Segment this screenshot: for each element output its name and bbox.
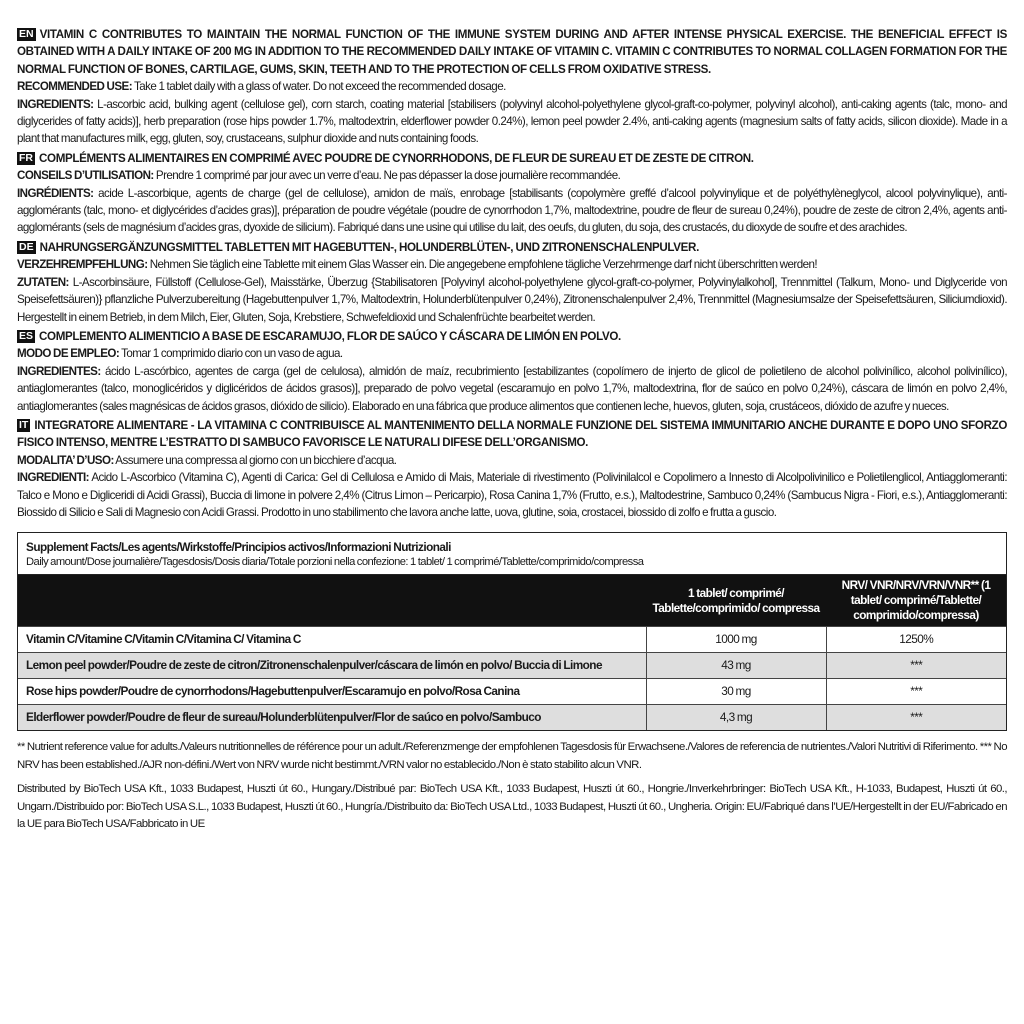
usage-paragraph — [17, 452, 1007, 469]
nrv-footnote: ** Nutrient reference value for adults./Valeurs nutritionnelles de référence pour un adult./Referenzmenge der empfohlenen Tagesdosis für Erwachsene./Valores de referencia de nutrientes./Valori Nutritivi di Riferimento. *** No NRV has been established./AJR non-défini./Wert von NRV wurde nicht bestimmt./VRN valor no establecido./Non è stato stabilito alcun VNR. — [17, 741, 1007, 771]
nutrient-amount: 1000 mg — [646, 627, 826, 653]
usage-text: Take 1 tablet daily with a glass of water. Do not exceed the recommended dosage. — [132, 80, 506, 94]
ingredients-text: Acido L-Ascorbico (Vitamina C), Agenti di Carica: Gel di Cellulosa e Amido di Mais, Materiale di rivestimento (Polivinilalcol e Copolimero a Innesto di Alcolpolivinilico e Polietilenglicol, Antiagglomeranti: Talco e Mono e Digliceridi di Acidi Grassi), Buccia di limone in polvere 2,4% (Citrus Limon – Pericarpio), Rosa Canina 1,7% (Frutto, e.s.), Maltodestrine, Sambuco 0,24% (Sambucus Nigra - Fiori, e.s.), Antiagglomeranti: Biossido di Silicio e Sali di Magnesio con Acidi Grassi. Prodotto in uno stabilimento che lavora anche latte, uova, glutine, soia, crostacei, biossido di zolfo e frutta a guscio. — [17, 471, 1007, 519]
ingredients-paragraph — [17, 469, 1007, 521]
facts-header-amount: 1 tablet/ comprimé/ Tablette/comprimido/ compressa — [646, 575, 826, 627]
usage-text: Assumere una compressa al giorno con un bicchiere d’acqua. — [113, 453, 397, 467]
usage-text: Tomar 1 comprimido diario con un vaso de agua. — [119, 347, 343, 361]
nutrient-nrv: 1250% — [826, 627, 1006, 653]
ingredients-label: INGREDIENTS: — [17, 97, 94, 111]
nutrient-nrv: *** — [826, 679, 1006, 705]
heading-text: NAHRUNGSERGÄNZUNGSMITTEL TABLETTEN MIT HAGEBUTTEN-, HOLUNDERBLÜTEN-, UND ZITRONENSCHALENPULVER. — [39, 240, 699, 254]
table-row — [18, 679, 1006, 705]
section-it — [17, 417, 1007, 521]
usage-label: RECOMMENDED USE: — [17, 80, 133, 94]
facts-table — [18, 575, 1006, 730]
ingredients-label: INGRÉDIENTS: — [17, 186, 94, 200]
nutrient-name: Lemon peel powder/Poudre de zeste de citron/Zitronenschalenpulver/cáscara de limón en polvo/ Buccia di Limone — [18, 653, 646, 679]
usage-label: CONSEILS D’UTILISATION: — [17, 169, 154, 183]
distributor-note: Distributed by BioTech USA Kft., 1033 Budapest, Huszti út 60., Hungary./Distribué par: BioTech USA Kft., 1033 Budapest, Huszti út 60., Hongrie./Inverkehrbringer: BioTech USA Kft., H-1033, Budapest, Huszti út 60., Ungarn./Distribuido por: BioTech USA S.L., 1033 Budapest, Huszti út 60., Hungría./Distribuito da: BioTech USA Ltd., 1033 Budapest, Huszti út 60., Ungheria. Origin: EU/Fabriqué dans l’UE/Hergestellt in der EU/Fabricado en la UE para BioTech USA/Fabbricato in UE — [17, 783, 1007, 830]
label-page — [17, 26, 1007, 833]
usage-label: VERZEHREMPFEHLUNG: — [17, 258, 148, 272]
usage-label: MODO DE EMPLEO: — [17, 347, 120, 361]
nutrient-nrv: *** — [826, 705, 1006, 731]
usage-paragraph — [17, 345, 1007, 362]
facts-title: Supplement Facts/Les agents/Wirkstoffe/Principios activos/Informazioni Nutrizionali — [26, 540, 451, 555]
language-code-badge: IT — [19, 418, 29, 431]
facts-header — [18, 533, 1006, 575]
language-code-badge: EN — [19, 28, 34, 40]
section-es — [17, 328, 1007, 415]
language-code-badge: FR — [19, 151, 33, 164]
language-code-badge: ES — [19, 329, 34, 342]
ingredients-text: acide L-ascorbique, agents de charge (gel de cellulose), amidon de maïs, enrobage [stabilisants (copolymère greffé d’alcool polyvinylique et de polyéthylèneglycol, alcool polyvinylique), anti-agglomérants (talc, mono- et diglycérides d’acides gras)], préparation de poudre végétale (poudre de cynorrhodon 1,7%, maltodextrine, poudre de fleur de sureau 0,24%), poudre de zeste de citron 2,4%, agents anti-agglomérants (sels de magnésium d’acides gras, dyoxide de silicium). Fabriqué dans une usine qui utilise du lait, des oeufs, du gluten, du soja, des crustacés, du dioxyde de soufre et des arachides. — [17, 186, 1007, 235]
usage-paragraph — [17, 167, 1007, 184]
ingredients-paragraph — [17, 274, 1007, 326]
ingredients-label: INGREDIENTES: — [17, 364, 101, 378]
table-row — [18, 627, 1006, 653]
facts-subtitle: Daily amount/Dose journalière/Tagesdosis/Dosis diaria/Totale porzioni nella confezione: 1 tablet/ 1 comprimé/Tablette/comprimido/compressa — [26, 556, 644, 569]
section-heading — [17, 150, 1007, 167]
section-heading — [17, 26, 1007, 78]
section-en — [17, 26, 1007, 148]
section-de — [17, 239, 1007, 326]
usage-label: MODALITA’ D’USO: — [17, 453, 114, 467]
heading-text: INTEGRATORE ALIMENTARE - LA VITAMINA C CONTRIBUISCE AL MANTENIMENTO DELLA NORMALE FUNZIONE DEL SISTEMA IMMUNITARIO ANCHE DURANTE E DOPO UNO SFORZO FISICO INTENSO, MENTRE L’ESTRATTO DI SAMBUCO FAVORISCE LE NATURALI DIFESE DELL’ORGANISMO. — [17, 418, 1007, 450]
facts-header-name-cell — [18, 575, 646, 627]
facts-table-header-row — [18, 575, 1006, 627]
table-row — [18, 705, 1006, 731]
nutrient-nrv: *** — [826, 653, 1006, 679]
ingredients-text: L-Ascorbinsäure, Füllstoff (Cellulose-Gel), Maisstärke, Überzug {Stabilisatoren [Polyvinyl alcohol-polyethylene glycol-graft-co-polymer, Polyvinylalkohol], Trennmittel (Talkum, Mono- und Diglyceride von Speisefettsäuren)} pflanzliche Pulverzubereitung (Hagebuttenpulver 1,7%, Maltodextrin, Holunderblütenpulver 0,24%), Zitronenschalenpulver 2,4%, Trennmittel (Magnesiumsalze der Speisefettsäuren, Siliciumdioxid). Hergestellt in einem Betrieb, in dem Milch, Eier, Gluten, Soja, Krebstiere, Schwefeldioxid und Schalenfrüchte bearbeitet werden. — [17, 275, 1007, 324]
nutrient-name: Vitamin C/Vitamine C/Vitamin C/Vitamina C/ Vitamina C — [18, 627, 646, 653]
facts-header-nrv: NRV/ VNR/NRV/VRN/VNR** (1 tablet/ comprimé/Tablette/ comprimido/compressa) — [826, 575, 1006, 627]
nutrient-name: Rose hips powder/Poudre de cynorrhodons/Hagebuttenpulver/Escaramujo en polvo/Rosa Canina — [18, 679, 646, 705]
usage-paragraph — [17, 256, 1007, 273]
usage-text: Prendre 1 comprimé par jour avec un verre d’eau. Ne pas dépasser la dose journalière recommandée. — [153, 169, 621, 183]
language-code-badge: DE — [19, 240, 34, 253]
section-heading — [17, 328, 1007, 345]
ingredients-label: ZUTATEN: — [17, 275, 69, 289]
usage-text: Nehmen Sie täglich eine Tablette mit einem Glas Wasser ein. Die angegebene empfohlene tägliche Verzehrmenge darf nicht überschritten werden! — [147, 258, 818, 272]
nutrient-amount: 30 mg — [646, 679, 826, 705]
nutrient-amount: 4,3 mg — [646, 705, 826, 731]
ingredients-paragraph — [17, 363, 1007, 415]
heading-text: COMPLÉMENTS ALIMENTAIRES EN COMPRIMÉ AVEC POUDRE DE CYNORRHODONS, DE FLEUR DE SUREAU ET DE ZESTE DE CITRON. — [39, 151, 754, 165]
nutrient-amount: 43 mg — [646, 653, 826, 679]
ingredients-paragraph — [17, 96, 1007, 148]
heading-text: VITAMIN C CONTRIBUTES TO MAINTAIN THE NORMAL FUNCTION OF THE IMMUNE SYSTEM DURING AND AFTER INTENSE PHYSICAL EXERCISE. THE BENEFICIAL EFFECT IS OBTAINED WITH A DAILY INTAKE OF 200 MG IN ADDITION TO THE RECOMMENDED DAILY INTAKE OF VITAMIN C. VITAMIN C CONTRIBUTES TO NORMAL COLLAGEN FORMATION FOR THE NORMAL FUNCTION OF BONES, CARTILAGE, GUMS, SKIN, TEETH AND TO THE PROTECTION OF CELLS FROM OXIDATIVE STRESS. — [17, 28, 1007, 76]
ingredients-label: INGREDIENTI: — [17, 471, 89, 485]
usage-paragraph — [17, 78, 1007, 95]
table-row — [18, 653, 1006, 679]
ingredients-paragraph — [17, 185, 1007, 237]
ingredients-text: ácido L-ascórbico, agentes de carga (gel de celulosa), almidón de maíz, recubrimiento [estabilizantes (copolímero de injerto de glicol de polietileno de alcohol polivinílico, alcohol polivinílico), antiaglomerantes (talco, monoglicéridos y diglicéridos de ácidos grasos)], preparado de polvo vegetal (escaramujo en polvo 1,7%, maltodextrina, flor de saúco en polvo 0,24%), cáscara de limón en polvo 2,4%, antiaglomerantes (sales magnésicas de ácidos grasos, dióxido de silicio). Elaborado en una fábrica que produce alimentos que contienen leche, huevos, gluten, soja, crustáceos, dióxido de azufre y nueces. — [17, 364, 1007, 413]
section-heading — [17, 417, 1007, 452]
supplement-facts-box — [17, 532, 1007, 731]
section-heading — [17, 239, 1007, 256]
heading-text: COMPLEMENTO ALIMENTICIO A BASE DE ESCARAMUJO, FLOR DE SAÚCO Y CÁSCARA DE LIMÓN EN POLVO. — [39, 329, 621, 343]
section-fr — [17, 150, 1007, 237]
ingredients-text: L-ascorbic acid, bulking agent (cellulose gel), corn starch, coating material [stabilisers (polyvinyl alcohol-polyethylene glycol-graft-co-polymer, polyvinyl alcohol), anti-caking agents (talc, mono- and diglycerides of fatty acids)], herb preparation (rose hips powder 1.7%, maltodextrin, elderflower powder 0.24%), lemon peel powder 2.4%, anti-caking agents (magnesium salts of fatty acids, silicon dioxide). Made in a plant that manufactures milk, egg, gluten, soy, crustaceans, sulphur dioxide and nuts containing foods. — [17, 97, 1007, 146]
nutrient-name: Elderflower powder/Poudre de fleur de sureau/Holunderblütenpulver/Flor de saúco en polvo/Sambuco — [18, 705, 646, 731]
